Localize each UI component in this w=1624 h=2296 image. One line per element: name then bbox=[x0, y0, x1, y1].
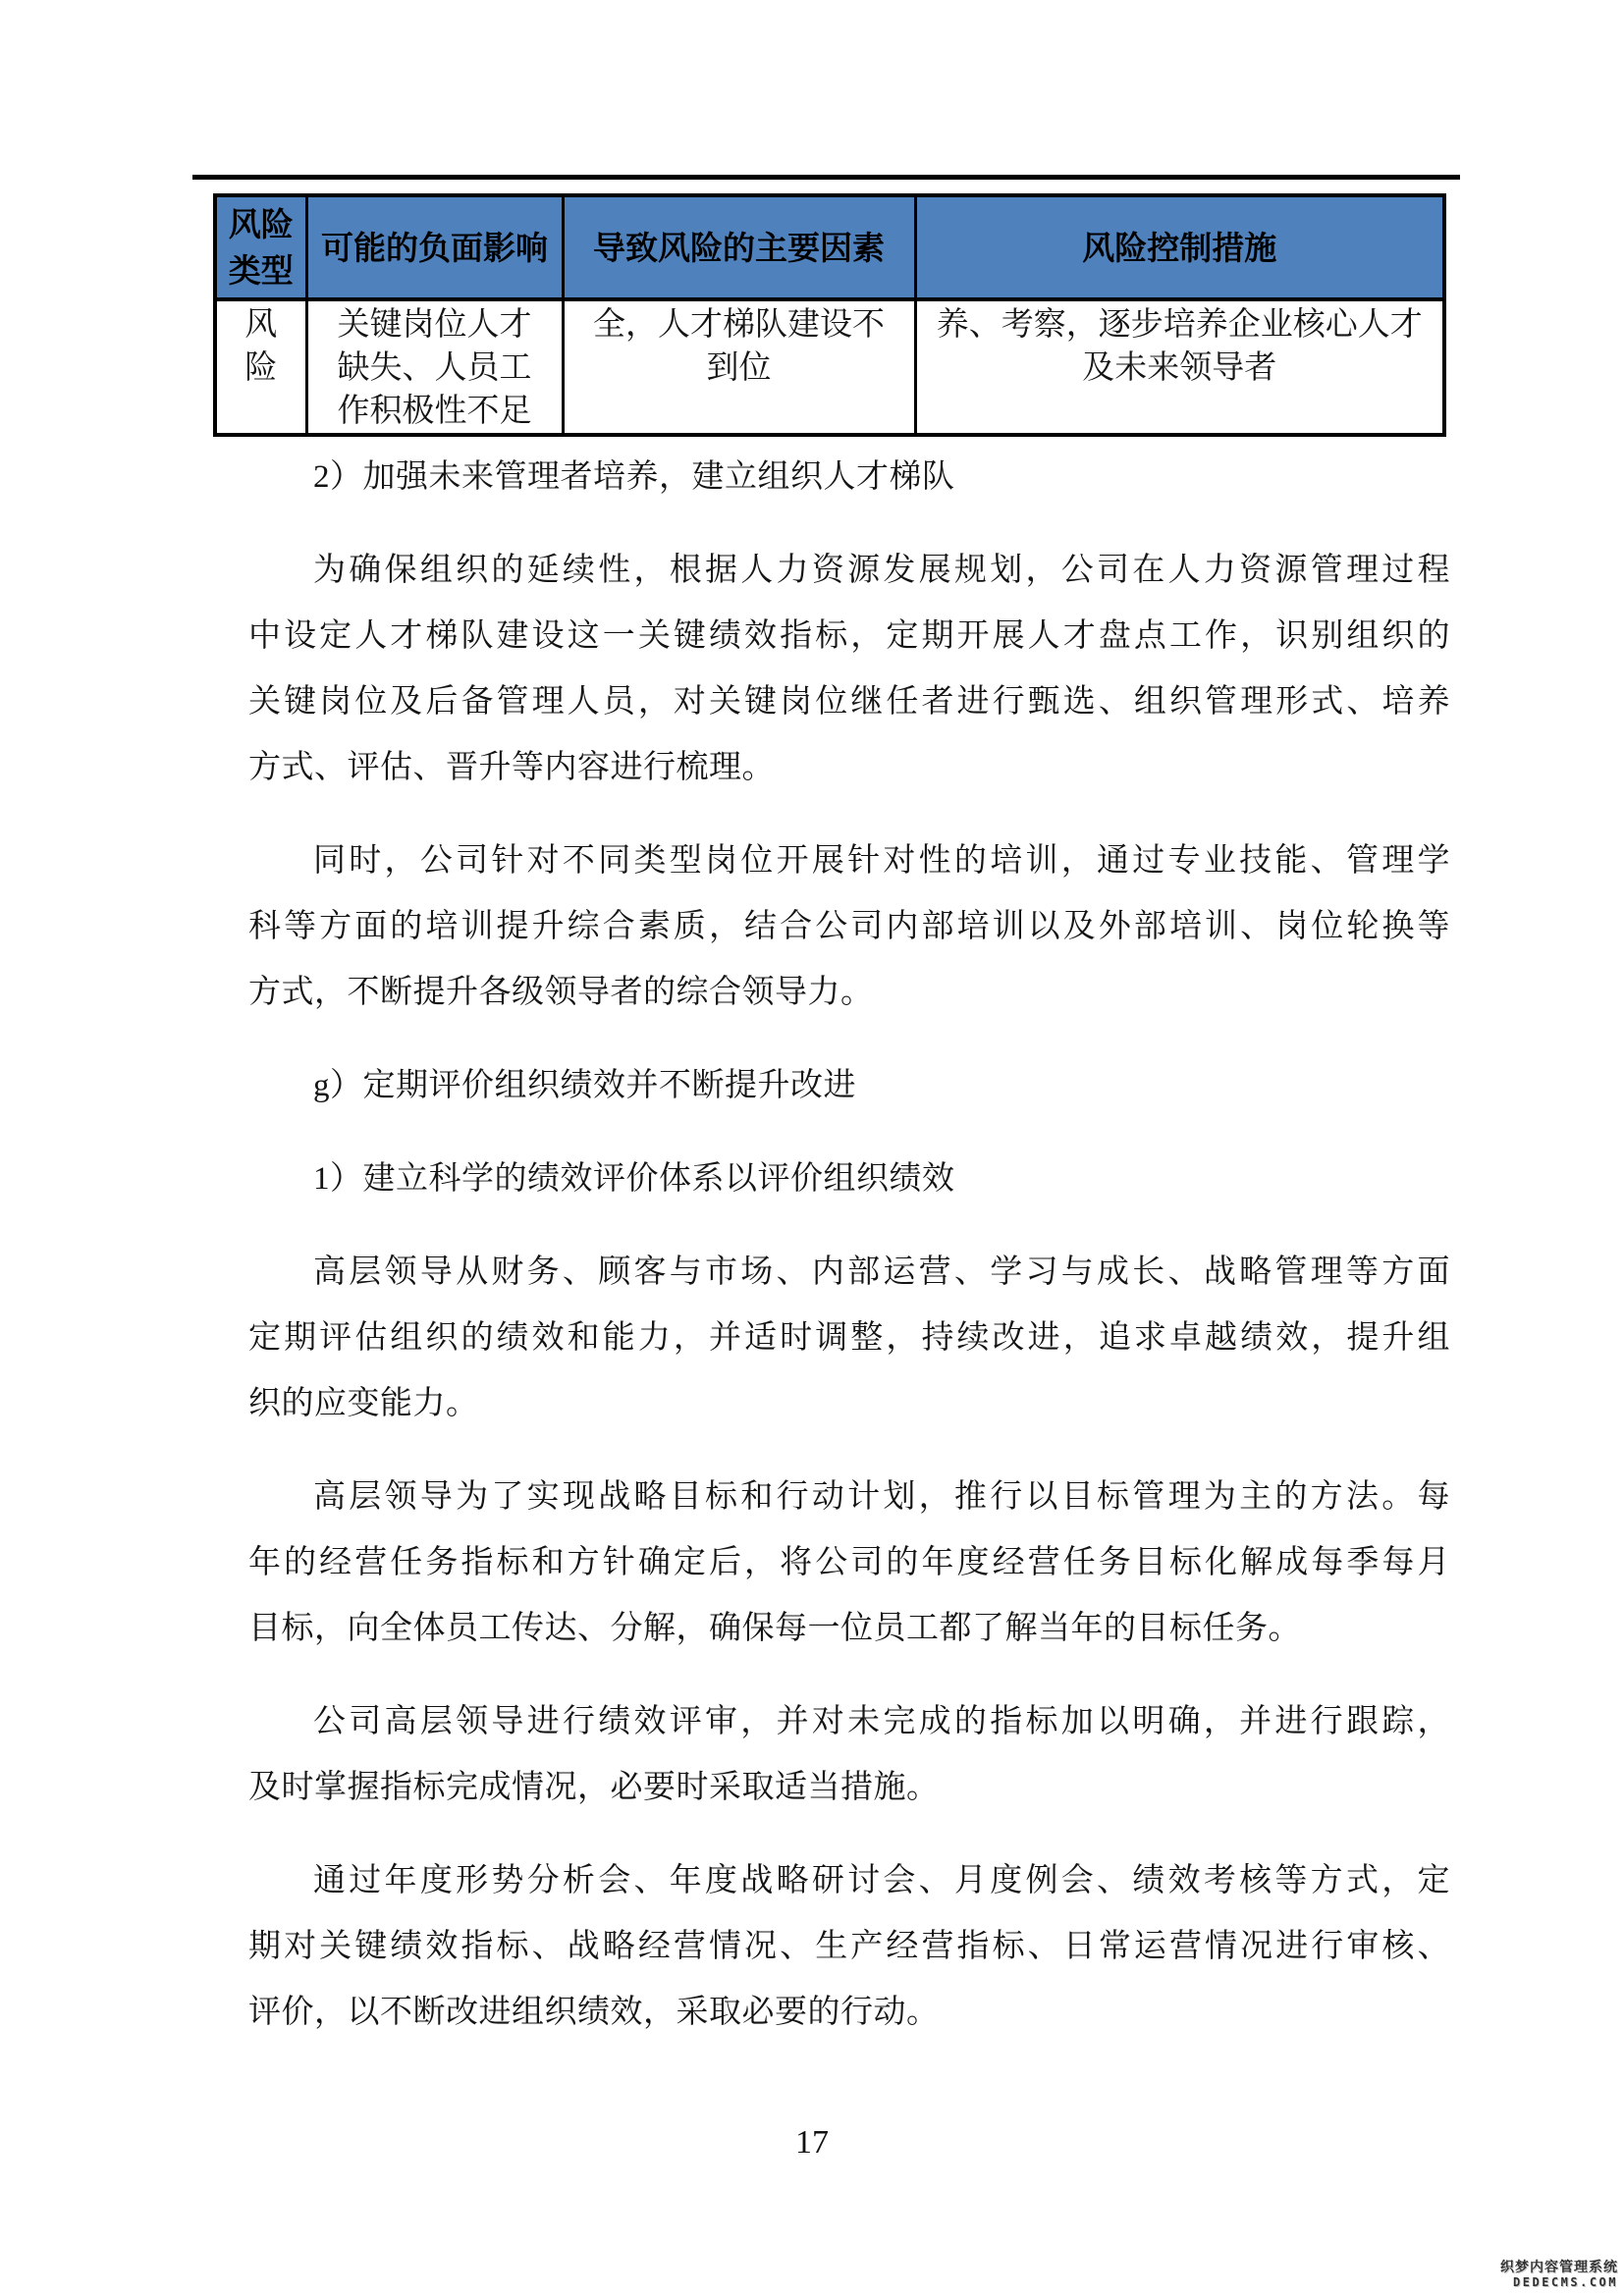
paragraph-line: 评价，以不断改进组织绩效，采取必要的行动。 bbox=[248, 1995, 940, 2030]
paragraph-line: 方式，不断提升各级领导者的综合领导力。 bbox=[248, 975, 874, 1010]
cell-line: 及未来领导者 bbox=[1082, 350, 1277, 386]
body-text bbox=[248, 445, 1450, 2073]
cell-line: 养、考察，逐步培养企业核心人才 bbox=[936, 307, 1423, 343]
cell-line: 作积极性不足 bbox=[337, 394, 532, 429]
risk-table-header bbox=[215, 195, 1444, 299]
table-header-control-measures bbox=[915, 195, 1444, 299]
cms-watermark bbox=[1500, 2261, 1618, 2289]
header-rule bbox=[192, 175, 1460, 180]
paragraph bbox=[248, 1848, 1450, 2046]
paragraph-line: 织的应变能力。 bbox=[248, 1386, 479, 1421]
table-cell-negative-impact bbox=[306, 299, 563, 435]
paragraph-line: 年的经营任务指标和方针确定后，将公司的年度经营任务目标化解成每季每月 bbox=[248, 1545, 1450, 1580]
paragraph bbox=[248, 1465, 1450, 1662]
cell-line: 缺失、人员工 bbox=[337, 350, 532, 386]
paragraph bbox=[248, 445, 1450, 510]
watermark-cms-url: DEDECMS.COM bbox=[1513, 2275, 1618, 2289]
paragraph bbox=[248, 1689, 1450, 1821]
cell-line: 关键岗位人才 bbox=[337, 307, 532, 343]
table-cell-control-measures bbox=[915, 299, 1444, 435]
table-header-negative-impact bbox=[306, 195, 563, 299]
paragraph bbox=[248, 538, 1450, 801]
cell-line: 类型 bbox=[228, 252, 294, 289]
paragraph-line: g）定期评价组织绩效并不断提升改进 bbox=[313, 1068, 856, 1103]
paragraph-line: 及时掌握指标完成情况，必要时采取适当措施。 bbox=[248, 1770, 940, 1805]
paragraph-line: 高层领导从财务、顾客与市场、内部运营、学习与成长、战略管理等方面 bbox=[313, 1255, 1450, 1290]
table-cell-risk-type bbox=[215, 299, 306, 435]
paragraph bbox=[248, 828, 1450, 1026]
paragraph-line: 公司高层领导进行绩效评审，并对未完成的指标加以明确，并进行跟踪， bbox=[313, 1704, 1450, 1739]
paragraph-line: 同时，公司针对不同类型岗位开展针对性的培训，通过专业技能、管理学 bbox=[313, 843, 1450, 879]
paragraph-line: 定期评估组织的绩效和能力，并适时调整，持续改进，追求卓越绩效，提升组 bbox=[248, 1320, 1450, 1356]
table-header-risk-type bbox=[215, 195, 306, 299]
paragraph-line: 期对关键绩效指标、战略经营情况、生产经营指标、日常运营情况进行审核、 bbox=[248, 1929, 1450, 1964]
cell-line: 风险控制措施 bbox=[1082, 229, 1277, 266]
cell-line: 到位 bbox=[706, 350, 772, 386]
cell-line: 可能的负面影响 bbox=[321, 229, 548, 266]
paragraph-line: 中设定人才梯队建设这一关键绩效指标，定期开展人才盘点工作，识别组织的 bbox=[248, 618, 1450, 654]
paragraph-line: 通过年度形势分析会、年度战略研讨会、月度例会、绩效考核等方式，定 bbox=[313, 1863, 1450, 1898]
table-cell-main-factors bbox=[563, 299, 915, 435]
cell-line: 风险 bbox=[228, 206, 294, 242]
paragraph-line: 为确保组织的延续性，根据人力资源发展规划，公司在人力资源管理过程 bbox=[313, 553, 1450, 588]
paragraph bbox=[248, 1147, 1450, 1212]
paragraph-line: 方式、评估、晋升等内容进行梳理。 bbox=[248, 750, 775, 785]
table-header-row bbox=[215, 195, 1444, 299]
table-row bbox=[215, 299, 1444, 435]
paragraph bbox=[248, 1053, 1450, 1119]
watermark-cms-name: 织梦内容管理系统 bbox=[1500, 2260, 1618, 2275]
paragraph-line: 关键岗位及后备管理人员，对关键岗位继任者进行甄选、组织管理形式、培养 bbox=[248, 684, 1450, 720]
paragraph-line: 目标，向全体员工传达、分解，确保每一位员工都了解当年的目标任务。 bbox=[248, 1611, 1301, 1646]
risk-table bbox=[213, 193, 1446, 437]
page-number: 17 bbox=[795, 2124, 829, 2161]
paragraph-line: 2）加强未来管理者培养，建立组织人才梯队 bbox=[313, 459, 955, 495]
cell-line: 导致风险的主要因素 bbox=[593, 229, 885, 266]
paragraph-line: 1）建立科学的绩效评价体系以评价组织绩效 bbox=[313, 1161, 955, 1197]
paragraph bbox=[248, 1240, 1450, 1437]
table-header-main-factors bbox=[563, 195, 915, 299]
cell-line: 险 bbox=[244, 350, 278, 386]
risk-table-body bbox=[215, 299, 1444, 435]
paragraph-line: 高层领导为了实现战略目标和行动计划，推行以目标管理为主的方法。每 bbox=[313, 1479, 1450, 1515]
paragraph-line: 科等方面的培训提升综合素质，结合公司内部培训以及外部培训、岗位轮换等 bbox=[248, 909, 1450, 944]
cell-line: 全，人才梯队建设不 bbox=[593, 307, 885, 343]
cell-line: 风 bbox=[244, 307, 278, 343]
